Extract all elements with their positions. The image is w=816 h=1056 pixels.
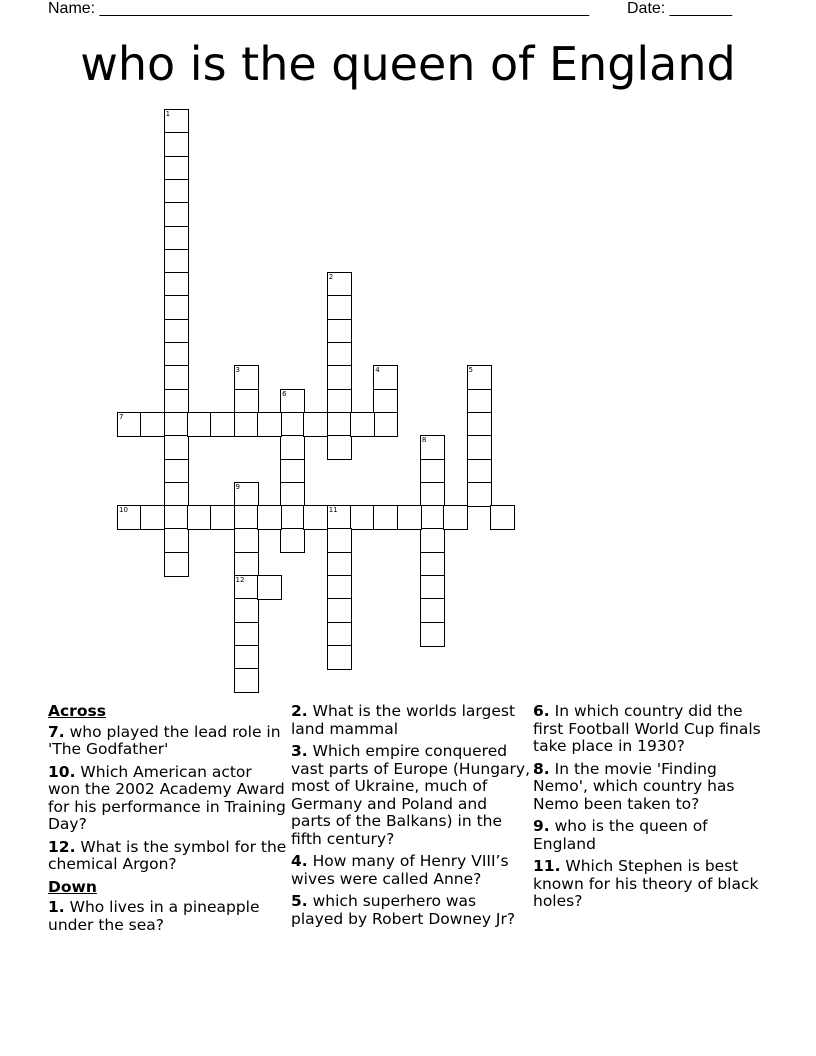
grid-cell[interactable] <box>234 389 259 414</box>
grid-cell[interactable] <box>373 412 398 437</box>
clues-column-3 <box>533 703 773 916</box>
grid-cell[interactable] <box>490 505 515 530</box>
clue-down-9 <box>533 818 773 853</box>
grid-cell[interactable] <box>327 598 352 623</box>
grid-cell[interactable] <box>164 482 189 507</box>
grid-cell[interactable] <box>164 249 189 274</box>
grid-cell[interactable] <box>327 295 352 320</box>
grid-cell[interactable] <box>327 622 352 647</box>
grid-cell[interactable] <box>140 505 165 530</box>
grid-cell[interactable] <box>164 202 189 227</box>
grid-cell[interactable] <box>303 412 328 437</box>
clue-text: who is the queen of England <box>533 817 708 853</box>
clue-text: Which Stephen is best known for his theory of black holes? <box>533 857 759 910</box>
clue-number-label: 1 <box>165 110 171 118</box>
grid-cell[interactable] <box>420 575 445 600</box>
grid-cell[interactable] <box>234 412 259 437</box>
grid-cell[interactable] <box>420 528 445 553</box>
clue-across-12 <box>48 839 288 874</box>
clue-text: What is the worlds largest land mammal <box>291 702 516 738</box>
grid-cell[interactable] <box>164 156 189 181</box>
down-heading: Down <box>48 877 97 896</box>
grid-cell[interactable] <box>350 505 375 530</box>
grid-cell[interactable] <box>257 575 282 600</box>
grid-cell[interactable] <box>327 575 352 600</box>
grid-cell[interactable] <box>164 179 189 204</box>
grid-cell[interactable] <box>234 482 259 507</box>
page-title: who is the queen of England <box>80 37 736 91</box>
clue-number: 11. <box>533 857 561 875</box>
grid-cell[interactable] <box>164 389 189 414</box>
clue-text: How many of Henry VIII’s wives were called Anne? <box>291 852 509 888</box>
grid-cell[interactable] <box>327 365 352 390</box>
grid-cell[interactable] <box>327 412 352 437</box>
grid-cell[interactable] <box>164 342 189 367</box>
grid-cell[interactable] <box>420 435 445 460</box>
grid-cell[interactable] <box>303 505 328 530</box>
grid-cell[interactable] <box>467 412 492 437</box>
grid-cell[interactable] <box>164 226 189 251</box>
grid-cell[interactable] <box>327 645 352 670</box>
grid-cell[interactable] <box>257 412 282 437</box>
clue-number-label: 12 <box>235 576 245 584</box>
clue-number: 1. <box>48 898 65 916</box>
grid-cell[interactable] <box>234 552 259 577</box>
clue-number-label: 6 <box>282 389 287 398</box>
clues-column-2 <box>291 703 531 933</box>
grid-cell[interactable] <box>164 552 189 577</box>
grid-cell[interactable] <box>280 389 305 414</box>
grid-cell[interactable] <box>467 482 492 507</box>
grid-cell[interactable] <box>467 435 492 460</box>
grid-cell[interactable] <box>420 552 445 577</box>
clue-text: In which country did the first Football World Cup finals take place in 1930? <box>533 702 761 755</box>
grid-cell[interactable] <box>327 552 352 577</box>
grid-cell[interactable] <box>234 505 259 530</box>
clue-number: 8. <box>533 759 550 778</box>
clue-number-label: 7 <box>119 412 124 421</box>
grid-cell[interactable] <box>280 482 305 507</box>
grid-cell[interactable] <box>420 505 445 530</box>
clue-text: which superhero was played by Robert Downey Jr? <box>291 892 516 928</box>
grid-cell[interactable] <box>234 365 259 390</box>
clues-column-1 <box>48 703 288 939</box>
grid-cell[interactable] <box>164 132 189 157</box>
grid-cell[interactable] <box>234 645 259 670</box>
clue-number-label: 3 <box>235 366 240 375</box>
clue-down-1 <box>48 899 288 934</box>
grid-cell[interactable] <box>327 505 352 530</box>
grid-cell[interactable] <box>443 505 468 530</box>
grid-cell[interactable] <box>327 528 352 553</box>
grid-cell[interactable] <box>280 505 305 530</box>
grid-cell[interactable] <box>257 505 282 530</box>
grid-cell[interactable] <box>210 505 235 530</box>
grid-cell[interactable] <box>280 412 305 437</box>
grid-cell[interactable] <box>280 459 305 484</box>
clue-number: 4. <box>291 852 308 870</box>
grid-cell[interactable] <box>397 505 422 530</box>
grid-cell[interactable] <box>327 319 352 344</box>
grid-cell[interactable] <box>467 365 492 390</box>
clue-text: who played the lead role in 'The Godfather' <box>48 722 281 758</box>
grid-cell[interactable] <box>327 342 352 367</box>
grid-cell[interactable] <box>164 272 189 297</box>
across-heading: Across <box>48 702 106 720</box>
clue-text: Which empire conquered vast parts of Europe (Hungary, most of Ukraine, much of Germany and Poland and parts of the Balkans) in the fifth century? <box>291 742 531 848</box>
grid-cell[interactable] <box>280 435 305 460</box>
grid-cell[interactable] <box>327 435 352 460</box>
clue-number-label: 5 <box>468 366 473 375</box>
grid-cell[interactable] <box>187 412 212 437</box>
clue-number: 5. <box>291 892 308 910</box>
grid-cell[interactable] <box>420 622 445 647</box>
grid-cell[interactable] <box>234 668 259 693</box>
grid-cell[interactable] <box>327 389 352 414</box>
grid-cell[interactable] <box>280 528 305 553</box>
clue-across-7 <box>48 724 288 759</box>
grid-cell[interactable] <box>373 389 398 414</box>
clue-number-label: 4 <box>375 366 380 375</box>
grid-cell[interactable] <box>164 528 189 553</box>
grid-cell[interactable] <box>350 412 375 437</box>
grid-cell[interactable] <box>467 389 492 414</box>
clue-text: What is the symbol for the chemical Argon? <box>48 837 287 873</box>
grid-cell[interactable] <box>140 412 165 437</box>
clue-number-label: 8 <box>421 436 427 445</box>
clue-down-4 <box>291 853 531 888</box>
clue-across-10 <box>48 764 288 834</box>
grid-cell[interactable] <box>234 598 259 623</box>
grid-cell[interactable] <box>164 295 189 320</box>
clue-number: 9. <box>533 817 550 835</box>
clue-number: 6. <box>533 702 550 720</box>
clue-text: Which American actor won the 2002 Academy Award for his performance in Training Day? <box>48 762 286 833</box>
grid-cell[interactable] <box>164 412 189 437</box>
grid-cell[interactable] <box>373 505 398 530</box>
grid-cell[interactable] <box>234 528 259 553</box>
clue-text: Who lives in a pineapple under the sea? <box>48 898 260 934</box>
grid-cell[interactable] <box>420 482 445 507</box>
grid-cell[interactable] <box>164 505 189 530</box>
grid-cell[interactable] <box>467 459 492 484</box>
grid-cell[interactable] <box>234 622 259 647</box>
clue-down-5 <box>291 893 531 928</box>
grid-cell[interactable] <box>164 109 189 134</box>
clue-number: 2. <box>291 702 308 720</box>
clue-number: 10. <box>48 762 76 781</box>
clue-number-label: 9 <box>235 482 240 491</box>
date-field-label: Date: _______ <box>627 0 732 17</box>
grid-cell[interactable] <box>373 365 398 390</box>
grid-cell[interactable] <box>234 575 259 600</box>
clue-down-2 <box>291 703 531 738</box>
clue-number: 3. <box>291 742 308 760</box>
clue-text: In the movie 'Finding Nemo', which country has Nemo been taken to? <box>533 759 735 813</box>
clue-down-6 <box>533 703 773 756</box>
grid-cell[interactable] <box>210 412 235 437</box>
grid-cell[interactable] <box>164 319 189 344</box>
clue-number-label: 2 <box>328 273 334 282</box>
grid-cell[interactable] <box>420 598 445 623</box>
clue-down-11 <box>533 858 773 911</box>
grid-cell[interactable] <box>117 412 142 437</box>
grid-cell[interactable] <box>117 505 142 530</box>
name-field-label: Name: _______________________________________________________ <box>48 0 589 17</box>
clue-number: 12. <box>48 837 76 856</box>
grid-cell[interactable] <box>420 459 445 484</box>
clue-number-label: 10 <box>119 506 128 515</box>
grid-cell[interactable] <box>164 435 189 460</box>
grid-cell[interactable] <box>164 365 189 390</box>
clue-number-label: 11 <box>328 506 338 515</box>
clue-down-3 <box>291 743 531 848</box>
grid-cell[interactable] <box>187 505 212 530</box>
clue-down-8 <box>533 761 773 814</box>
grid-cell[interactable] <box>327 272 352 297</box>
clue-number: 7. <box>48 722 65 741</box>
grid-cell[interactable] <box>164 459 189 484</box>
